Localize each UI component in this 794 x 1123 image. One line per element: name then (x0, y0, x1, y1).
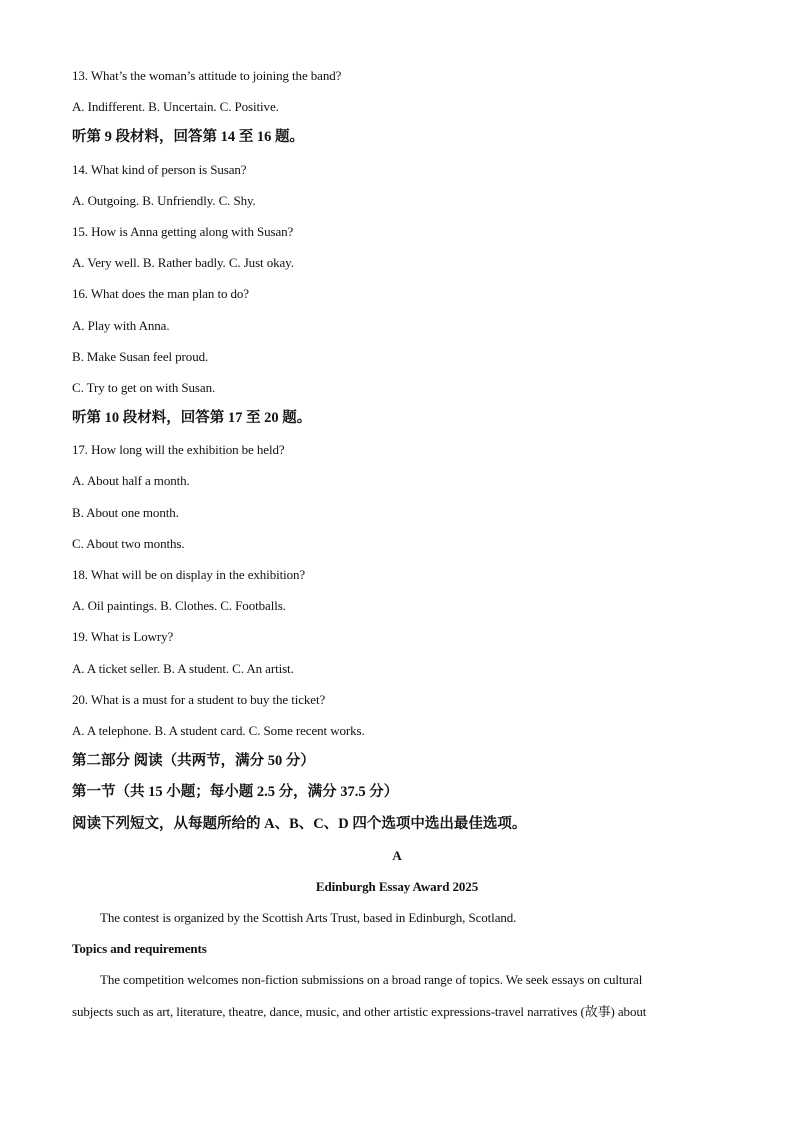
question-19: 19. What is Lowry? (72, 629, 174, 645)
section-heading-9: 听第 9 段材料，回答第 14 至 16 题。 (72, 129, 304, 146)
part-two-heading: 第二部分 阅读（共两节，满分 50 分） (72, 753, 315, 770)
option-17-b: B. About one month. (72, 504, 179, 520)
question-14: 14. What kind of person is Susan? (72, 161, 247, 177)
question-13: 13. What’s the woman’s attitude to joining the band? (72, 68, 342, 83)
section-heading-10: 听第 10 段材料，回答第 17 至 20 题。 (72, 410, 312, 427)
options-15: A. Very well. B. Rather badly. C. Just okay. (72, 255, 294, 271)
option-16-b: B. Make Susan feel proud. (72, 348, 209, 364)
options-13: A. Indifferent. B. Uncertain. C. Positive. (72, 99, 279, 115)
question-16: 16. What does the man plan to do? (72, 286, 249, 302)
options-18: A. Oil paintings. B. Clothes. C. Footballs. (72, 598, 286, 614)
reading-instruction: 阅读下列短文，从每题所给的 A、B、C、D 四个选项中选出最佳选项。 (72, 815, 527, 832)
option-17-a: A. About half a month. (72, 473, 190, 489)
option-16-a: A. Play with Anna. (72, 317, 170, 333)
passage-title: Edinburgh Essay Award 2025 (315, 878, 479, 894)
option-16-c: C. Try to get on with Susan. (72, 379, 216, 395)
passage-subheading: Topics and requirements (72, 941, 207, 957)
options-20: A. A telephone. B. A student card. C. Some recent works. (72, 722, 365, 738)
passage-paragraph-line-2: subjects such as art, literature, theatre, dance, music, and other artistic expressions-travel narratives (故事) about (72, 1003, 647, 1019)
passage-paragraph-line-1: The competition welcomes non-fiction submissions on a broad range of topics. We seek essays on cultural (100, 972, 643, 988)
options-14: A. Outgoing. B. Unfriendly. C. Shy. (72, 192, 256, 208)
part-two-section-one-heading: 第一节（共 15 小题；每小题 2.5 分，满分 37.5 分） (72, 784, 399, 801)
passage-letter: A (392, 847, 402, 863)
question-20: 20. What is a must for a student to buy the ticket? (72, 691, 326, 707)
options-19: A. A ticket seller. B. A student. C. An artist. (72, 660, 294, 676)
question-18: 18. What will be on display in the exhibition? (72, 567, 306, 582)
option-17-c: C. About two months. (72, 535, 185, 551)
question-15: 15. How is Anna getting along with Susan? (72, 223, 294, 239)
document-page (72, 60, 722, 1027)
passage-intro: The contest is organized by the Scottish Arts Trust, based in Edinburgh, Scotland. (100, 910, 517, 926)
question-17: 17. How long will the exhibition be held? (72, 442, 285, 458)
